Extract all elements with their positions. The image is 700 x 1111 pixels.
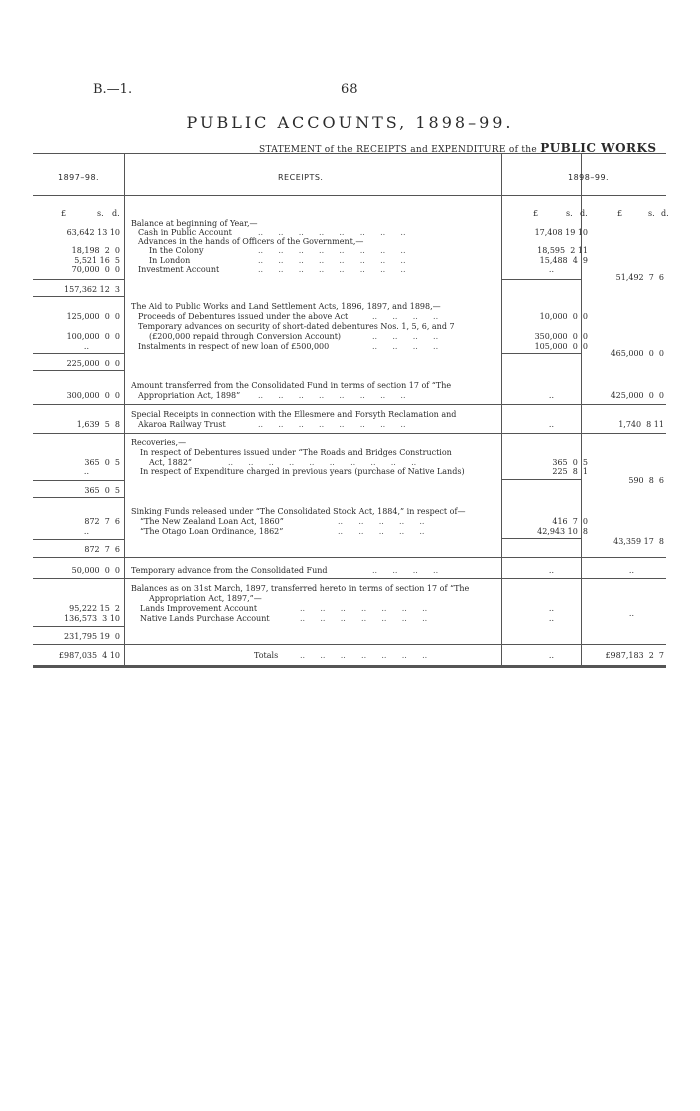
row-otago-loan: “The Otago Loan Ordinance, 1862” [140,527,284,536]
unit-pence: d. [112,209,120,218]
leader-dots: .. .. .. .. .. .. .. [300,604,428,613]
subtotal-rule [33,480,124,481]
row-nz-loan-act: “The New Zealand Loan Act, 1860” [140,517,284,526]
curr-temp-adv: 350,000 0 0 [534,332,588,341]
prev-colony: 18,198 2 0 [71,246,120,255]
page-number: 68 [341,82,358,97]
row-balance-title: Balance at beginning of Year,— [131,219,258,228]
row-instalments: Instalments in respect of new loan of £500,000 [138,342,330,351]
subtotal-rule [33,497,124,498]
subtotal-rule [33,626,124,627]
leader-dots: .. .. .. .. [372,312,439,321]
unit-pound: £ [533,209,539,218]
prev-grand-total: £987,035 4 10 [58,651,120,660]
prev-balances-subtotal: 231,795 19 0 [64,632,120,641]
leader-dots: .. .. .. .. [372,566,439,575]
curr-balances-total: .. [628,609,634,618]
row-recoveries: Recoveries,— [131,438,187,447]
column-header-curr-year: 1898–99. [568,173,610,182]
curr-instalments: 105,000 0 0 [534,342,588,351]
prev-sink-otago: .. [83,527,89,536]
prev-temp-adv: 100,000 0 0 [66,332,120,341]
curr-proceeds: 10,000 0 0 [539,312,588,321]
curr-native: .. [548,614,554,623]
row-advances: Advances in the hands of Officers of the Government,— [138,237,364,246]
leader-dots: .. .. .. .. .. .. .. .. .. .. [228,458,417,467]
row-amount-transferred: Amount transferred from the Consolidated Fund in terms of section 17 of “The [131,381,452,390]
subtitle-prefix: STATEMENT of the RECEIPTS and EXPENDITURE of the [259,145,538,155]
unit-shilling: s. [97,209,104,218]
leader-dots: .. .. .. .. .. [338,527,425,536]
row-recoveries-debentures: In respect of Debentures issued under “The Roads and Bridges Construction [140,448,452,457]
curr-grand-total: £987,183 2 7 [605,651,664,660]
prev-temporary: 50,000 0 0 [71,566,120,575]
prev-amount-transferred: 300,000 0 0 [66,391,120,400]
row-investment: Investment Account [138,265,220,274]
row-rule [33,578,666,579]
row-akaroa-trust: Akaroa Railway Trust [138,420,226,429]
unit-pence: d. [661,209,669,218]
curr-temporary-total: .. [628,566,634,575]
header-rule [33,195,666,196]
subtotal-rule [33,353,124,354]
row-native-lands: Native Lands Purchase Account [140,614,270,623]
curr-temporary: .. [548,566,554,575]
row-temp-adv: Temporary advances on security of short-dated debentures Nos. 1, 5, 6, and 7 [138,322,455,331]
curr-amount-transferred: .. [548,391,554,400]
table-top-rule [33,153,666,154]
row-colony: In the Colony [149,246,204,255]
prev-balance-subtotal: 157,362 12 3 [64,285,120,294]
subtotal-rule [33,296,124,297]
row-rule [33,433,666,434]
column-header-receipts: RECEIPTS. [278,173,324,182]
unit-pound: £ [61,209,67,218]
unit-shilling: s. [566,209,573,218]
row-rule [33,557,666,558]
row-appropriation-act: Appropriation Act, 1898” [138,391,241,400]
totals-double-rule [33,666,666,668]
leader-dots: .. .. .. .. .. .. .. [300,651,428,660]
subtotal-rule [33,539,124,540]
column-divider [124,153,125,668]
curr-balance-total: 51,492 7 6 [615,273,664,282]
row-rule [33,404,666,405]
subtotal-rule [33,370,124,371]
row-recoveries-native-lands: In respect of Expenditure charged in previous years (purchase of Native Lands) [140,467,465,476]
unit-pence: d. [580,209,588,218]
prev-sinking-subtotal: 872 7 6 [84,545,120,554]
leader-dots: .. .. .. .. .. .. .. .. [258,228,406,237]
curr-rec-native: 225 8 1 [552,467,588,476]
leader-dots: .. .. .. .. [372,342,439,351]
leader-dots: .. .. .. .. .. .. .. .. [258,420,406,429]
row-proceeds: Proceeds of Debentures issued under the above Act [138,312,349,321]
curr-recoveries-total: 590 8 6 [628,476,664,485]
prev-lands: 95,222 15 2 [69,604,120,613]
curr-london: 15,488 4 9 [539,256,588,265]
curr-sinking-total: 43,359 17 8 [613,537,664,546]
prev-recoveries-subtotal: 365 0 5 [84,486,120,495]
curr-cash: 17,408 19 10 [534,228,588,237]
row-appropriation-1897: Appropriation Act, 1897,”— [149,594,262,603]
leader-dots: .. .. .. .. .. .. .. .. [258,391,406,400]
row-rule [33,644,666,645]
column-header-prev-year: 1897–98. [58,173,100,182]
prev-london: 5,521 16 5 [74,256,120,265]
prev-rec-debentures: 365 0 5 [84,458,120,467]
subtotal-rule [501,538,581,539]
curr-sink-otago: 42,943 10 8 [537,527,588,536]
curr-amount-transferred-total: 425,000 0 0 [610,391,664,400]
unit-shilling: s. [648,209,655,218]
row-temporary-advance: Temporary advance from the Consolidated Fund [131,566,328,575]
row-aid-act: The Aid to Public Works and Land Settlement Acts, 1896, 1897, and 1898,— [131,302,441,311]
leader-dots: .. .. .. .. .. .. .. .. [258,256,406,265]
row-london: In London [149,256,191,265]
prev-aid-subtotal: 225,000 0 0 [66,359,120,368]
prev-cash: 63,642 13 10 [66,228,120,237]
curr-rec-debentures: 365 0 5 [552,458,588,467]
curr-colony: 18,595 2 11 [537,246,588,255]
curr-sink-nz: 416 7 0 [552,517,588,526]
row-special-receipts: Special Receipts in connection with the Ellesmere and Forsyth Reclamation and [131,410,457,419]
leader-dots: .. .. .. .. .. .. .. .. [258,265,406,274]
row-sinking-funds: Sinking Funds released under “The Consolidated Stock Act, 1884,” in respect of— [131,507,466,516]
curr-lands: .. [548,604,554,613]
row-roads-act: Act, 1882” [149,458,193,467]
curr-special: .. [548,420,554,429]
prev-native: 136,573 3 10 [64,614,120,623]
curr-aid-total: 465,000 0 0 [610,349,664,358]
subtitle-bold: PUBLIC WORKS [540,141,657,155]
prev-special: 1,639 5 8 [76,420,120,429]
unit-pound: £ [617,209,623,218]
prev-investment: 70,000 0 0 [71,265,120,274]
row-temp-adv-note: (£200,000 repaid through Conversion Account) [149,332,342,341]
curr-special-total: 1,740 8 11 [618,420,664,429]
prev-proceeds: 125,000 0 0 [66,312,120,321]
report-reference: B.—1. [93,82,133,97]
curr-detail-total: .. [548,651,554,660]
subtotal-rule [501,479,581,480]
subtotal-rule [501,279,581,280]
subtotal-rule [501,353,581,354]
column-divider [501,153,502,668]
curr-investment: .. [548,265,554,274]
row-lands-improvement: Lands Improvement Account [140,604,258,613]
leader-dots: .. .. .. .. .. .. .. [300,614,428,623]
row-totals: Totals [254,651,279,660]
leader-dots: .. .. .. .. .. [338,517,425,526]
leader-dots: .. .. .. .. [372,332,439,341]
leader-dots: .. .. .. .. .. .. .. .. [258,246,406,255]
prev-sink-nz: 872 7 6 [84,517,120,526]
row-balances-march: Balances as on 31st March, 1897, transferred hereto in terms of section 17 of “The [131,584,470,593]
subtotal-rule [33,279,124,280]
page-title: PUBLIC ACCOUNTS, 1898–99. [186,113,514,132]
row-cash: Cash in Public Account [138,228,232,237]
prev-rec-native: .. [83,467,89,476]
prev-instalments: .. [83,342,89,351]
